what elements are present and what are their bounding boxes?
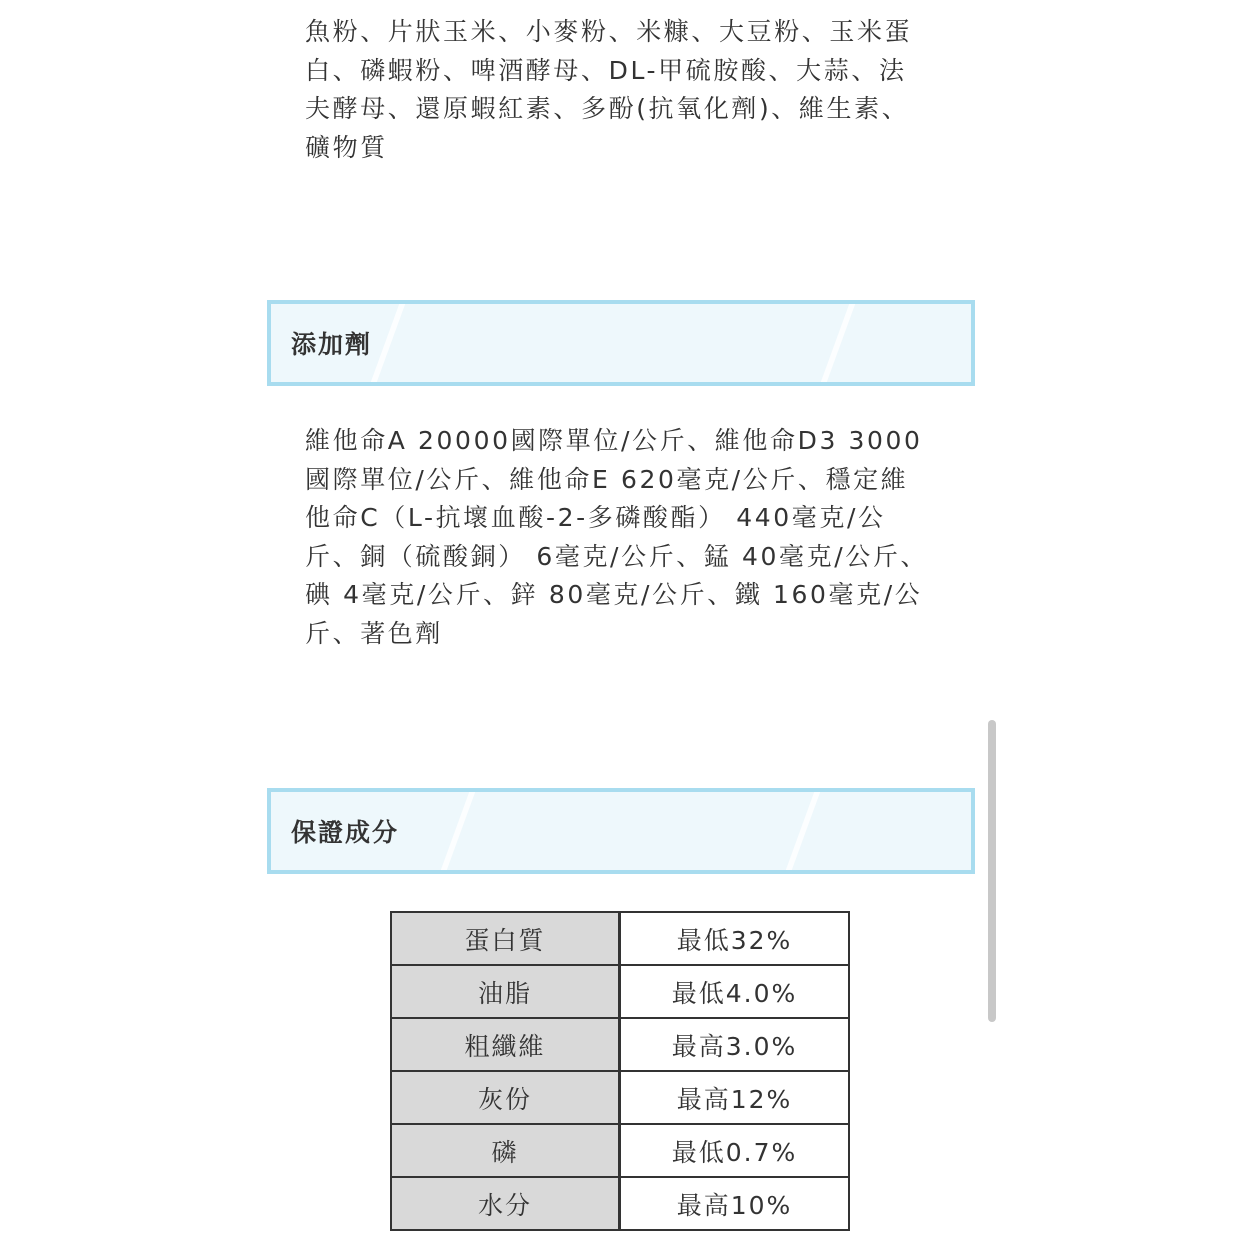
additives-line: 碘 4毫克/公斤、鋅 80毫克/公斤、鐵 160毫克/公 [305,580,923,610]
additives-line: 斤、銅（硫酸銅） 6毫克/公斤、錳 40毫克/公斤、 [305,541,929,571]
ingredients-line: 魚粉、片狀玉米、小麥粉、米糠、大豆粉、玉米蛋 [305,17,913,46]
nutrient-label: 水分 [391,1177,620,1230]
header-sheen-decoration [774,788,824,874]
additives-title: 添加劑 [291,330,373,359]
additives-line: 國際單位/公斤、維他命E 620毫克/公斤、穩定維 [305,464,909,494]
nutrient-label: 油脂 [391,965,620,1018]
nutrient-value: 最低0.7% [620,1124,850,1177]
additives-text [305,422,945,654]
ingredients-line: 夫酵母、還原蝦紅素、多酚(抗氧化劑)、維生素、 [305,94,910,124]
ingredients-text [305,13,945,167]
ingredients-line: 礦物質 [305,132,388,162]
nutrient-label: 灰份 [391,1071,620,1124]
table-row [391,912,849,965]
guaranteed-analysis-table [390,911,850,1231]
table-row [391,965,849,1018]
additives-line: 他命C（L-抗壞血酸-2-多磷酸酯） 440毫克/公 [305,503,886,533]
table-row [391,1124,849,1177]
table-row [391,1071,849,1124]
additives-line: 維他命A 20000國際單位/公斤、維他命D3 3000 [305,426,923,455]
ingredients-line: 白、磷蝦粉、啤酒酵母、DL-甲硫胺酸、大蒜、法 [305,55,907,85]
nutrient-label: 粗纖維 [391,1018,620,1071]
guaranteed-analysis-section-header [267,788,975,874]
nutrient-value: 最高10% [620,1177,850,1230]
nutrient-value: 最低32% [620,912,850,965]
nutrient-label: 蛋白質 [391,912,620,965]
nutrient-value: 最低4.0% [620,965,850,1018]
nutrient-value: 最高12% [620,1071,850,1124]
additives-line: 斤、著色劑 [305,618,444,648]
additives-section-header [267,300,975,386]
header-sheen-decoration [809,300,859,386]
nutrient-label: 磷 [391,1124,620,1177]
header-sheen-decoration [429,788,479,874]
guaranteed-analysis-title: 保證成分 [291,818,400,847]
table-row [391,1018,849,1071]
nutrient-value: 最高3.0% [620,1018,850,1071]
scrollbar-thumb[interactable] [988,720,996,1022]
table-row [391,1177,849,1230]
